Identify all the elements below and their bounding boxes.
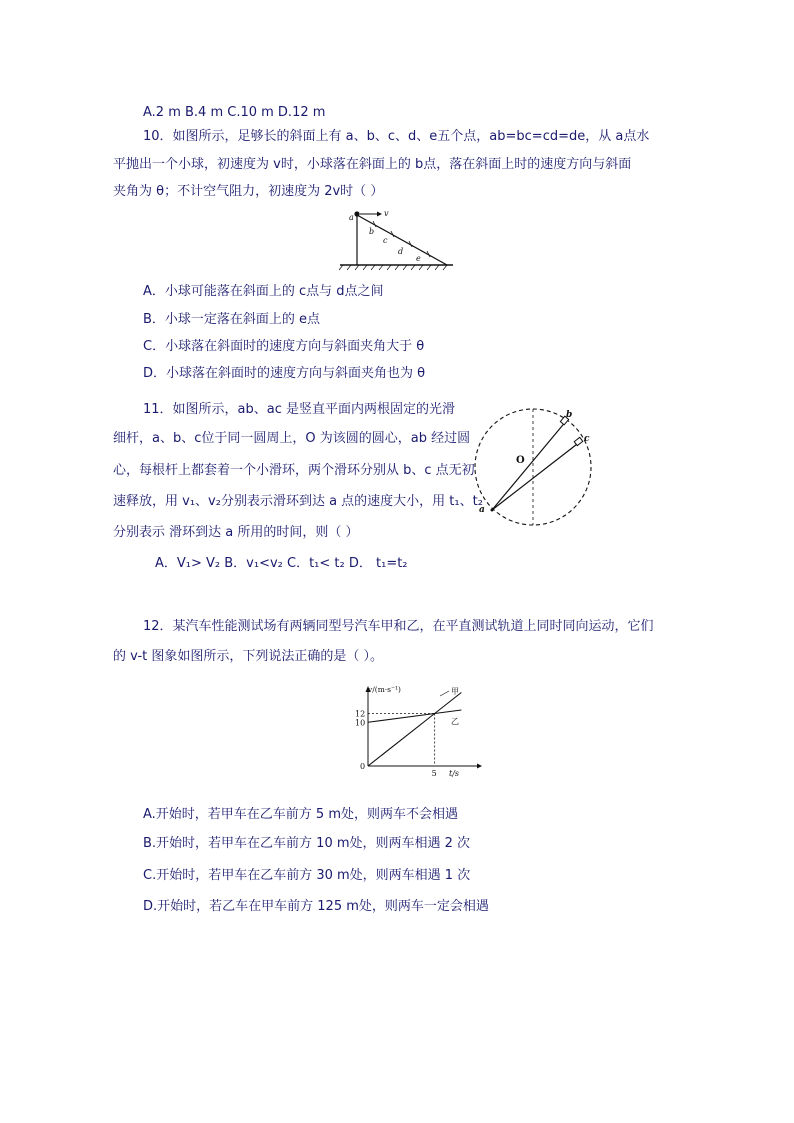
q11-circle-figure <box>465 398 613 532</box>
ring-c-icon <box>574 437 583 445</box>
fig10-label-a: a <box>349 213 354 222</box>
fig10-label-c: c <box>383 236 388 245</box>
fig10-label-b: b <box>369 227 375 236</box>
incline-line <box>357 215 447 265</box>
q12-option-c: C.开始时，若甲车在乙车前方 30 m处，则两车相遇 1 次 <box>143 868 471 883</box>
q11-stem-line3: 心，每根杆上都套着一个小滑环，两个滑环分别从 b、c 点无初 <box>113 463 475 478</box>
origin-label: 0 <box>360 762 366 771</box>
x-axis-label: t/s <box>449 769 460 778</box>
x-axis-arrowhead <box>477 764 482 769</box>
q9-options: A.2 m B.4 m C.10 m D.12 m <box>143 105 326 120</box>
q10-option-d: D．小球落在斜面时的速度方向与斜面夹角也为 θ <box>143 366 426 381</box>
q11-stem-line4: 速释放，用 v₁、v₂分别表示滑环到达 a 点的速度大小，用 t₁、t₂ <box>113 494 483 509</box>
rod-ac <box>492 441 581 510</box>
y-tick-label-12: 12 <box>355 709 366 719</box>
series-label-yi: 乙 <box>451 717 459 726</box>
q10-option-c: C．小球落在斜面时的速度方向与斜面夹角大于 θ <box>143 339 425 354</box>
q10-option-a: A．小球可能落在斜面上的 c点与 d点之间 <box>143 284 384 299</box>
fig10-label-e: e <box>416 254 421 263</box>
fig11-label-b: b <box>566 410 573 420</box>
ball-icon <box>354 211 359 216</box>
q10-stem-line2: 平抛出一个小球，初速度为 v时，小球落在斜面上的 b点，落在斜面上时的速度方向与斜面 <box>113 157 632 172</box>
y-tick-label-10: 10 <box>355 718 366 728</box>
velocity-arrowhead <box>377 212 382 217</box>
fig11-label-c: c <box>584 434 590 444</box>
fig11-label-a: a <box>479 505 485 515</box>
q12-option-a: A.开始时，若甲车在乙车前方 5 m处，则两车不会相遇 <box>143 807 458 822</box>
fig10-label-v: v <box>384 209 389 218</box>
q12-stem-line2: 的 v-t 图象如图所示，下列说法正确的是（ ）。 <box>113 649 384 664</box>
q11-stem-line1: 11．如图所示，ab、ac 是竖直平面内两根固定的光滑 <box>143 402 456 417</box>
ground-hatch <box>339 265 447 270</box>
fig11-label-o: O <box>516 455 525 466</box>
q10-stem-line1: 10．如图所示，足够长的斜面上有 a、b、c、d、e五个点，ab=bc=cd=de，从 a点水 <box>143 129 650 144</box>
q12-vt-chart <box>335 680 495 780</box>
q12-stem-line1: 12．某汽车性能测试场有两辆同型号汽车甲和乙，在平直测试轨道上同时同向运动，它们 <box>143 619 654 634</box>
q10-stem-line3: 夹角为 θ；不计空气阻力，初速度为 2v时（ ） <box>113 184 384 199</box>
fig10-label-d: d <box>398 247 404 256</box>
y-axis-label: v/(m·s⁻¹) <box>368 685 401 694</box>
q11-stem-line2: 细杆，a、b、c位于同一圆周上，O 为该圆的圆心，ab 经过圆 <box>113 431 471 446</box>
x-tick-label-5: 5 <box>431 769 437 778</box>
q12-option-b: B.开始时，若甲车在乙车前方 10 m处，则两车相遇 2 次 <box>143 836 471 851</box>
q11-options: A．V₁> V₂ B．v₁<v₂ C．t₁< t₂ D． t₁=t₂ <box>155 556 408 571</box>
series-label-jia: 甲 <box>451 687 459 696</box>
q10-option-b: B．小球一定落在斜面上的 e点 <box>143 312 321 327</box>
rod-ab <box>492 420 567 510</box>
point-a-icon <box>491 509 494 512</box>
series-line-1 <box>368 710 461 722</box>
q12-option-d: D.开始时，若乙车在甲车前方 125 m处，则两车一定会相遇 <box>143 899 489 914</box>
q11-stem-line5: 分别表示 滑环到达 a 所用的时间，则（ ） <box>113 525 359 540</box>
series-label-jia-leader <box>440 691 449 696</box>
series-line-0 <box>368 693 461 767</box>
q10-slope-figure <box>335 205 460 271</box>
